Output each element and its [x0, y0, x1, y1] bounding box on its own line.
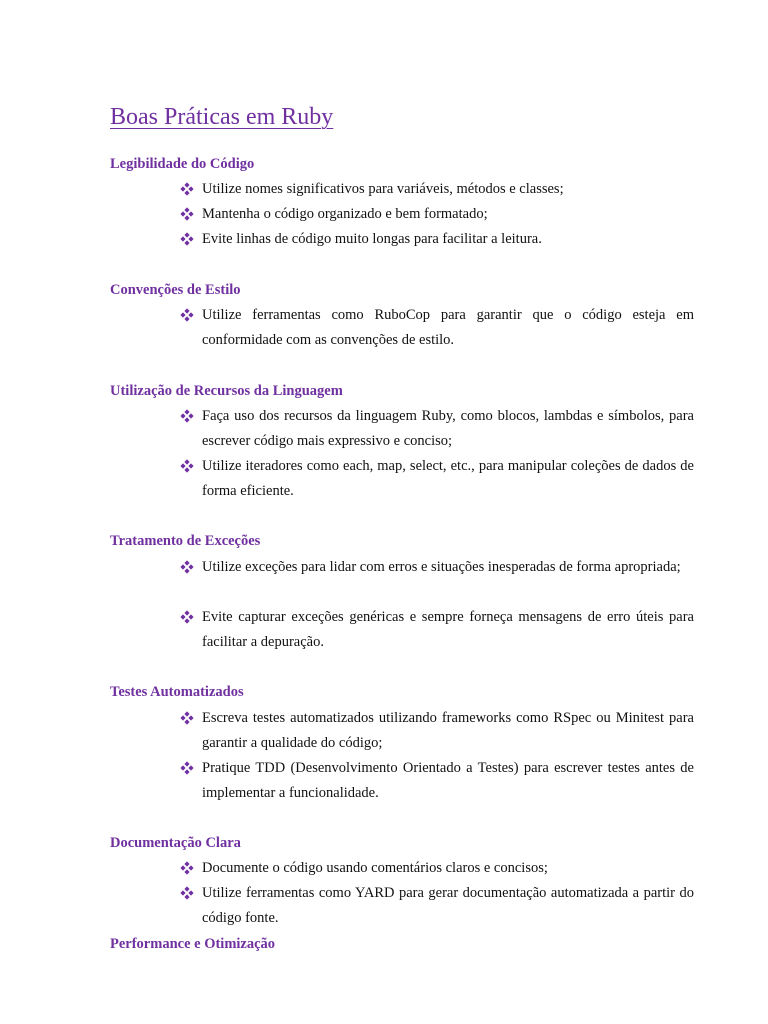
diamond-bullet-icon: [180, 761, 194, 775]
diamond-bullet-icon: [180, 232, 194, 246]
list-item: Pratique TDD (Desenvolvimento Orientado a Testes) para escrever testes antes de implementar a funcionalidade.: [180, 756, 694, 806]
diamond-bullet-icon: [180, 207, 194, 221]
list-item: Utilize nomes significativos para variáveis, métodos e classes;: [180, 177, 694, 202]
document-title: Boas Práticas em Ruby: [110, 104, 334, 130]
section-heading-convencoes: Convenções de Estilo: [110, 282, 241, 298]
list-item: Utilize ferramentas como RuboCop para garantir que o código esteja em conformidade com as convenções de estilo.: [180, 303, 694, 353]
list-item: Utilize ferramentas como YARD para gerar documentação automatizada a partir do código fonte.: [180, 881, 694, 931]
section-heading-performance: Performance e Otimização: [110, 936, 276, 952]
section-heading-recursos: Utilização de Recursos da Linguagem: [110, 383, 343, 399]
diamond-bullet-icon: [180, 409, 194, 423]
section-heading-excecoes: Tratamento de Exceções: [110, 533, 261, 549]
diamond-bullet-icon: [180, 308, 194, 322]
diamond-bullet-icon: [180, 560, 194, 574]
list-item: Evite capturar exceções genéricas e sempre forneça mensagens de erro úteis para facilitar a depuração.: [180, 605, 694, 655]
diamond-bullet-icon: [180, 711, 194, 725]
list-item: Utilize iteradores como each, map, select, etc., para manipular coleções de dados de forma eficiente.: [180, 454, 694, 504]
list-item: Utilize exceções para lidar com erros e situações inesperadas de forma apropriada;: [180, 555, 694, 580]
list-item: Evite linhas de código muito longas para facilitar a leitura.: [180, 227, 694, 252]
list-item: Escreva testes automatizados utilizando frameworks como RSpec ou Minitest para garantir a qualidade do código;: [180, 706, 694, 756]
diamond-bullet-icon: [180, 861, 194, 875]
diamond-bullet-icon: [180, 610, 194, 624]
diamond-bullet-icon: [180, 886, 194, 900]
diamond-bullet-icon: [180, 459, 194, 473]
section-heading-legibilidade: Legibilidade do Código: [110, 156, 255, 172]
section-heading-documentacao: Documentação Clara: [110, 835, 241, 851]
diamond-bullet-icon: [180, 182, 194, 196]
list-item: Mantenha o código organizado e bem formatado;: [180, 202, 694, 227]
list-item: Faça uso dos recursos da linguagem Ruby, como blocos, lambdas e símbolos, para escrever código mais expressivo e conciso;: [180, 404, 694, 454]
section-heading-testes: Testes Automatizados: [110, 684, 244, 700]
list-item: Documente o código usando comentários claros e concisos;: [180, 856, 694, 881]
